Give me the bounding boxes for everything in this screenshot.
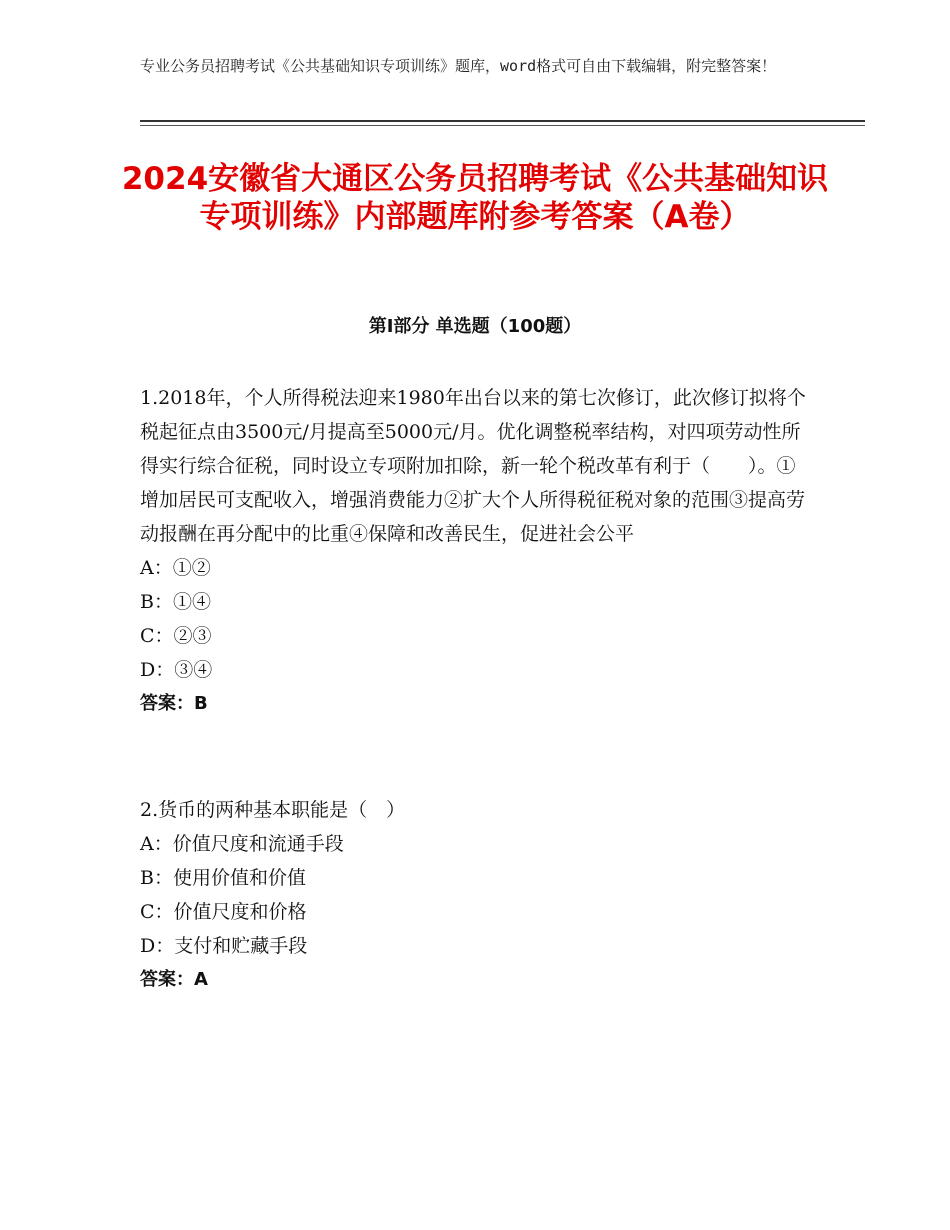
option-d: D：支付和贮藏手段: [140, 935, 308, 957]
question-1: [140, 381, 810, 721]
option-c: C：价值尺度和价格: [140, 901, 307, 923]
option-a: A：①②: [140, 557, 211, 579]
question-2: [140, 793, 810, 997]
option-d: D：③④: [140, 659, 213, 681]
option-c: C：②③: [140, 625, 212, 647]
answer-label: 答案：B: [140, 693, 208, 714]
document-title: 2024安徽省大通区公务员招聘考试《公共基础知识专项训练》内部题库附参考答案（A卷）: [121, 161, 829, 235]
question-stem: 2.货币的两种基本职能是（ ）: [140, 799, 406, 821]
option-b: B：①④: [140, 591, 211, 613]
header-note: 专业公务员招聘考试《公共基础知识专项训练》题库，word格式可自由下载编辑，附完整答案！: [140, 57, 777, 75]
answer-label: 答案：A: [140, 969, 208, 990]
section-title: 第Ⅰ部分 单选题（100题）: [368, 316, 582, 337]
header-divider: [140, 120, 865, 122]
option-b: B：使用价值和价值: [140, 867, 306, 889]
header-divider-thin: [140, 125, 865, 126]
question-stem: 1.2018年，个人所得税法迎来1980年出台以来的第七次修订，此次修订拟将个税起征点由3500元/月提高至5000元/月。优化调整税率结构，对四项劳动性所得实行综合征税，同时设立专项附加扣除，新一轮个税改革有利于（ ）。①增加居民可支配收入，增强消费能力②扩大个人所得税征税对象的范围③提高劳动报酬在再分配中的比重④保障和改善民生，促进社会公平: [140, 387, 806, 545]
option-a: A：价值尺度和流通手段: [140, 833, 344, 855]
